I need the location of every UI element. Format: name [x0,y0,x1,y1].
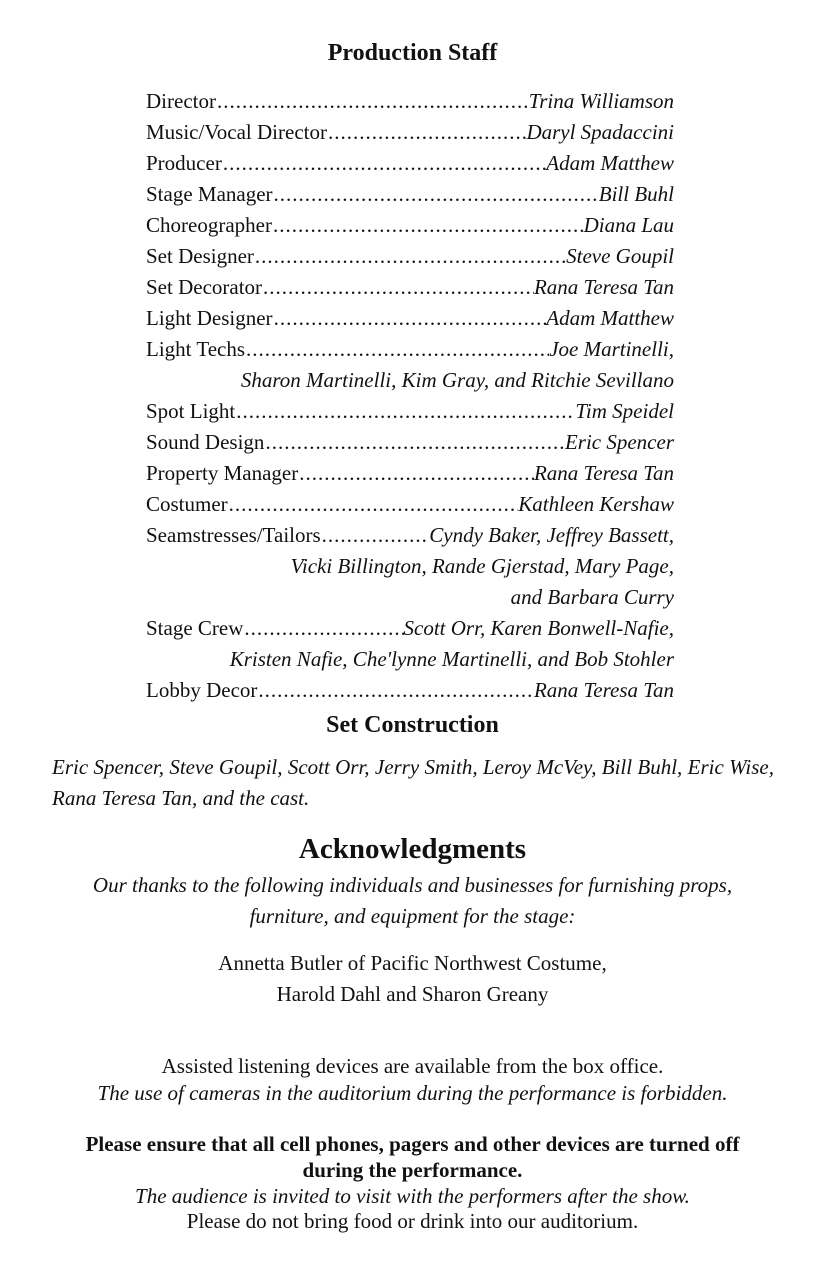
staff-person: Cyndy Baker, Jeffrey Bassett, [429,523,674,547]
staff-person-continued: Sharon Martinelli, Kim Gray, and Ritchie Sevillano [240,368,674,392]
staff-person: Kathleen Kershaw [518,492,674,516]
dot-leader [257,675,534,706]
staff-person-continued: and Barbara Curry [510,585,674,609]
production-staff-heading: Production Staff [327,40,498,66]
staff-person: Rana Teresa Tan [533,275,674,299]
staff-row [146,334,674,365]
staff-row [146,396,674,427]
staff-row [146,86,674,117]
dot-leader [245,334,549,365]
staff-role: Seamstresses/Tailors [146,523,321,547]
staff-role: Choreographer [146,213,272,237]
dot-leader [235,396,575,427]
staff-person: Diana Lau [583,213,674,237]
dot-leader [272,210,584,241]
visit-performers-notice: The audience is invited to visit with the performers after the show. [135,1184,690,1208]
cameras-notice: The use of cameras in the auditorium during the performance is forbidden. [97,1081,728,1105]
dot-leader [298,458,534,489]
staff-role: Property Manager [146,461,299,485]
staff-person: Eric Spencer [564,430,674,454]
dot-leader [273,179,599,210]
staff-role: Sound Design [146,430,265,454]
staff-person: Steve Goupil [566,244,674,268]
dot-leader [262,272,534,303]
staff-role: Spot Light [146,399,236,423]
staff-role: Light Designer [146,306,273,330]
staff-person: Joe Martinelli, [549,337,674,361]
acknowledgments-name-line: Annetta Butler of Pacific Northwest Costume, [218,951,607,975]
set-construction-credits: Eric Spencer, Steve Goupil, Scott Orr, Jerry Smith, Leroy McVey, Bill Buhl, Eric Wise, Rana Teresa Tan, and the cast. [52,755,774,810]
staff-row [146,148,674,179]
staff-role: Music/Vocal Director [146,120,327,144]
dot-leader [222,148,546,179]
staff-person: Rana Teresa Tan [533,678,674,702]
staff-person: Scott Orr, Karen Bonwell-Nafie, [403,616,674,640]
dot-leader [264,427,565,458]
dot-leader [216,86,529,117]
acknowledgments-heading: Acknowledgments [298,833,527,865]
staff-row [146,427,674,458]
staff-role: Light Techs [146,337,246,361]
staff-row [146,117,674,148]
staff-person: Bill Buhl [598,182,674,206]
staff-row [146,272,674,303]
staff-person: Adam Matthew [546,306,674,330]
listening-devices-notice: Assisted listening devices are available from the box office. [161,1054,664,1078]
staff-role: Set Decorator [146,275,263,299]
food-drink-notice: Please do not bring food or drink into our auditorium. [186,1209,639,1233]
staff-row [146,458,674,489]
staff-person: Trina Williamson [528,89,674,113]
set-construction-heading: Set Construction [326,712,499,738]
staff-role: Producer [146,151,222,175]
staff-person-continued: Kristen Nafie, Che'lynne Martinelli, and Bob Stohler [229,647,674,671]
staff-person: Adam Matthew [546,151,674,175]
acknowledgments-name-line: Harold Dahl and Sharon Greany [276,982,549,1006]
dot-leader [254,241,566,272]
staff-row [146,179,674,210]
staff-role: Lobby Decor [146,678,258,702]
staff-row [146,675,674,706]
staff-role: Director [146,89,216,113]
phones-notice: Please ensure that all cell phones, pagers and other devices are turned off during the performance. [85,1132,740,1182]
staff-role: Stage Crew [146,616,244,640]
dot-leader [321,520,430,551]
staff-row [146,241,674,272]
staff-row [146,520,674,551]
staff-person: Rana Teresa Tan [533,461,674,485]
acknowledgments-intro: Our thanks to the following individuals and businesses for furnishing props, furniture, and equipment for the stage: [92,873,733,928]
staff-person: Daryl Spadaccini [526,120,674,144]
staff-row [146,303,674,334]
staff-role: Costumer [146,492,228,516]
production-staff-list [146,86,674,706]
dot-leader [327,117,526,148]
staff-person: Tim Speidel [575,399,674,423]
acknowledgments-names [60,948,765,1010]
dot-leader [228,489,519,520]
staff-role: Set Designer [146,244,254,268]
staff-role: Stage Manager [146,182,273,206]
staff-row [146,613,674,644]
staff-row [146,210,674,241]
dot-leader [243,613,403,644]
dot-leader [273,303,547,334]
staff-row [146,489,674,520]
staff-person-continued: Vicki Billington, Rande Gjerstad, Mary Page, [290,554,674,578]
